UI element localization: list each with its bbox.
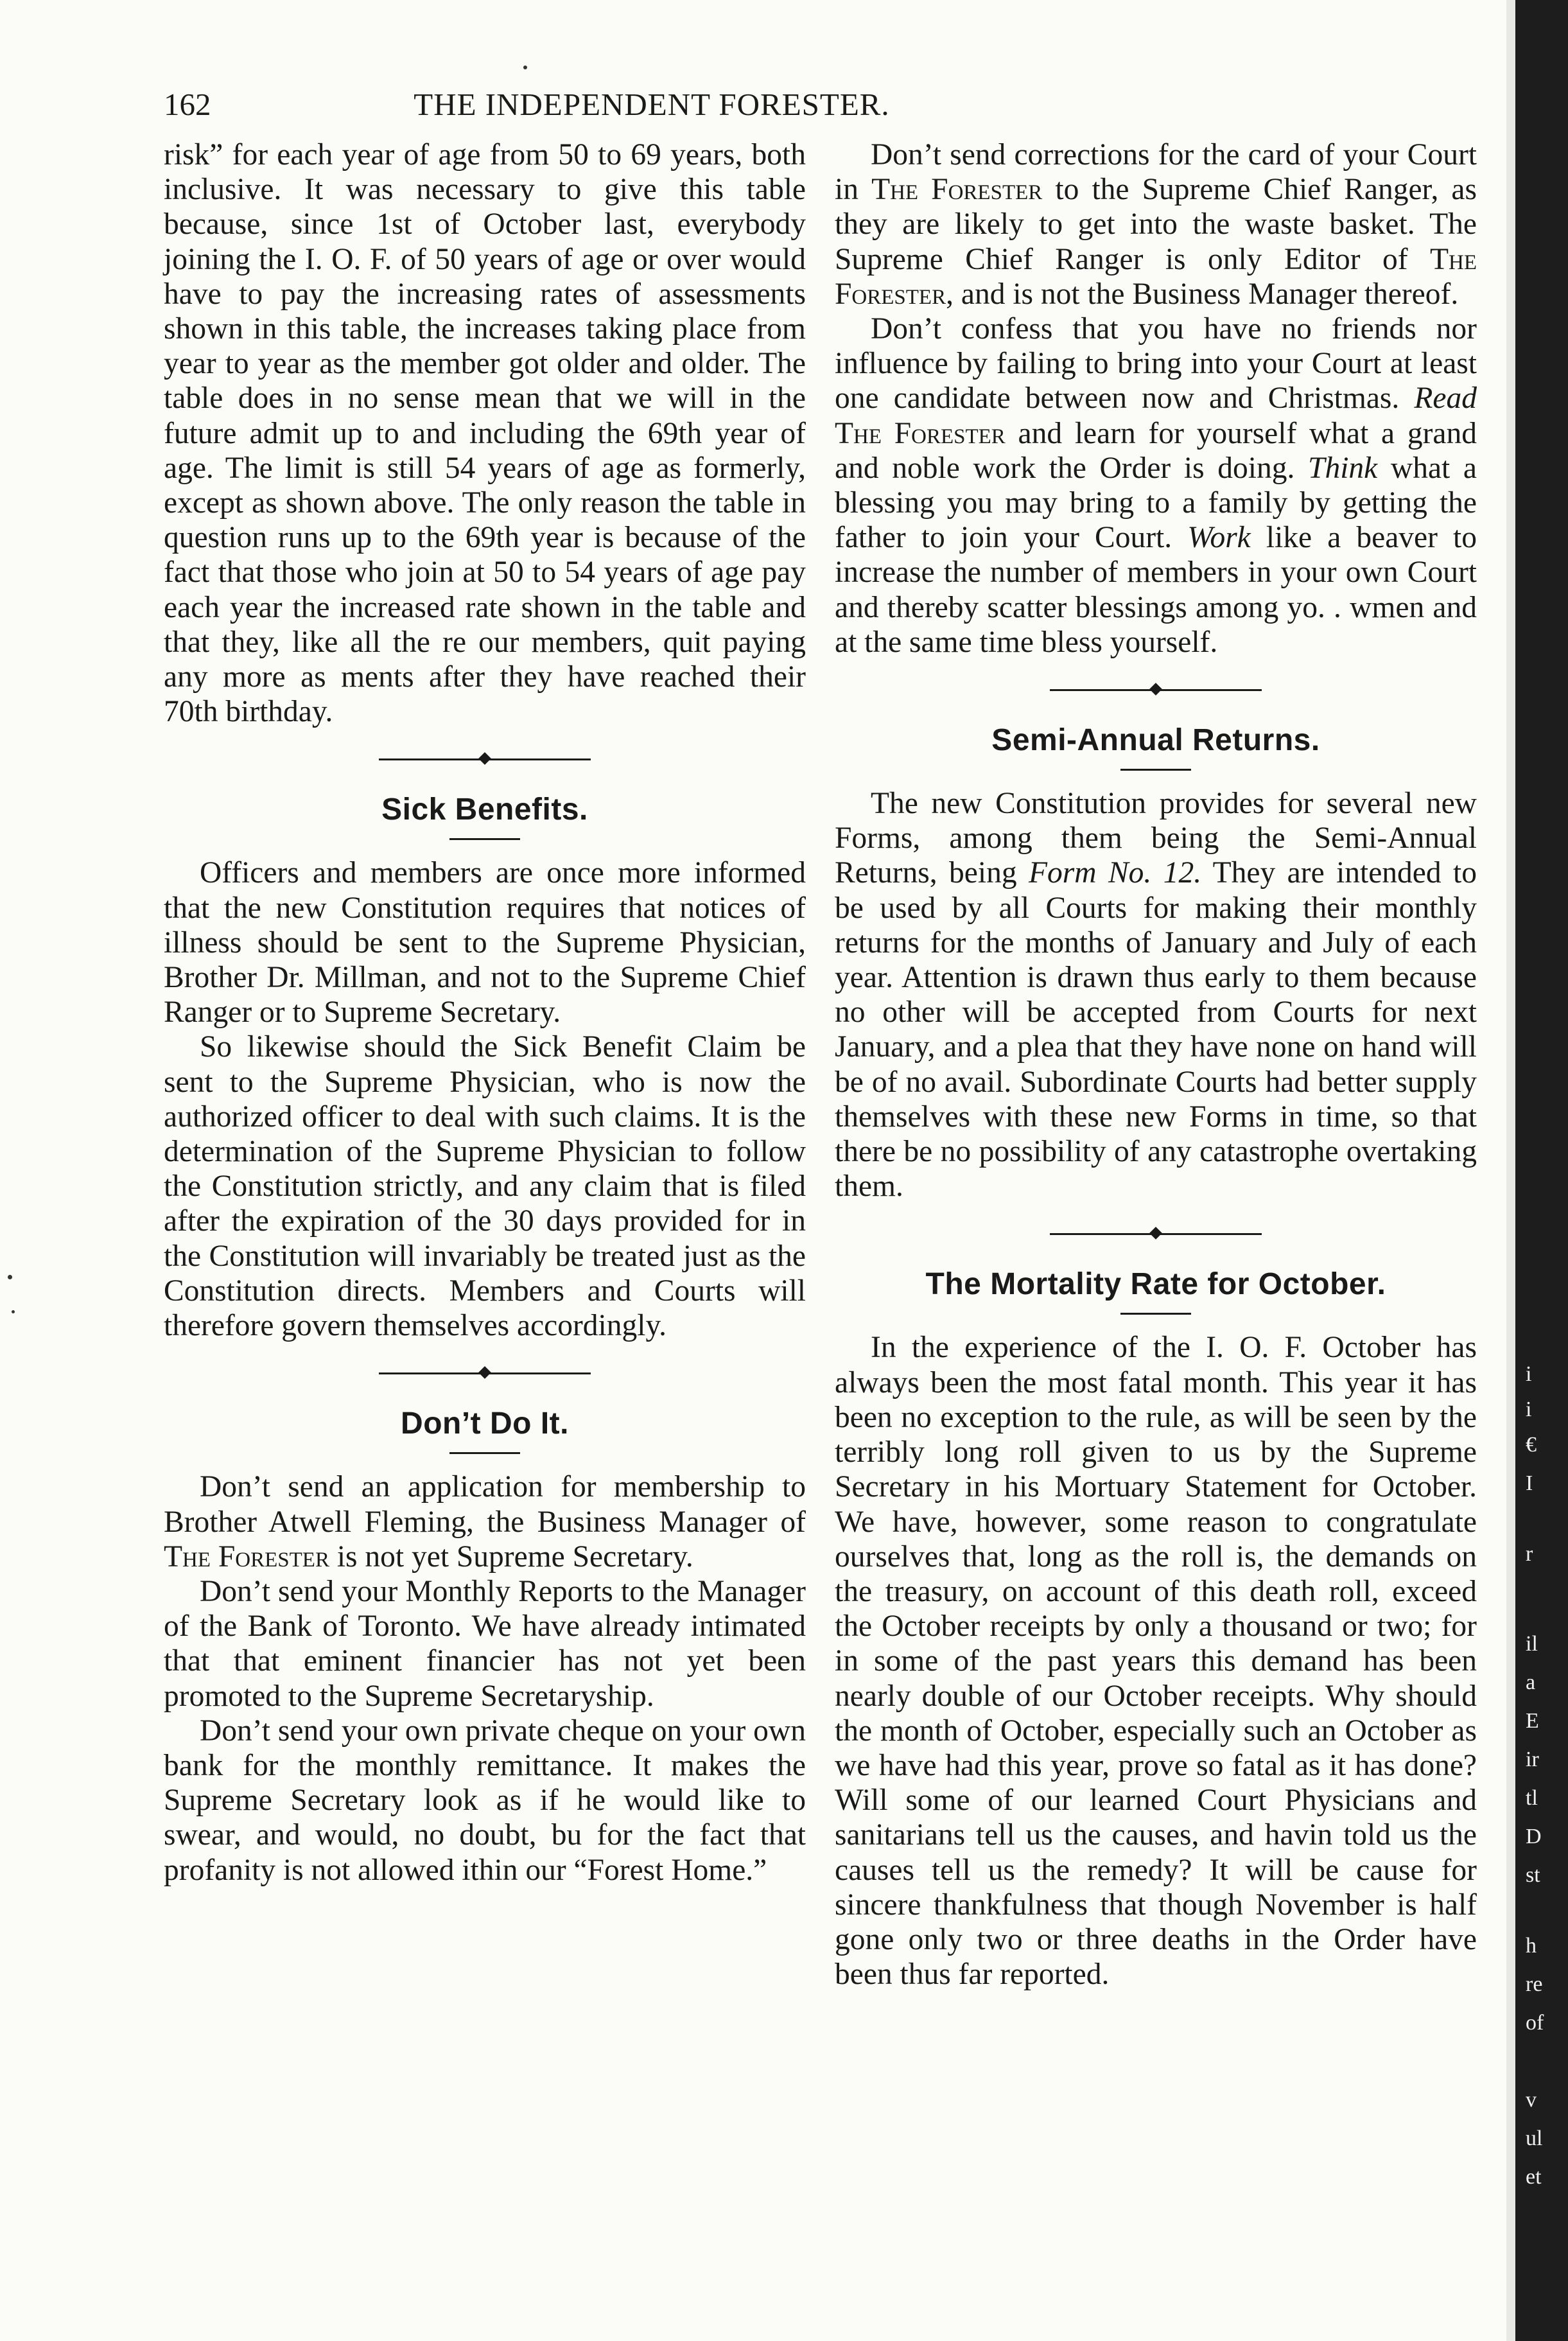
dont-do-it-paragraph-2: Don’t send your Monthly Reports to the Manager of the Bank of Toronto. We have already intimated that that eminent financier has not yet been promoted to the Supreme Secretaryship. (164, 1574, 806, 1713)
bleed-fragment: a (1526, 1670, 1536, 1694)
continuation-paragraph: risk” for each year of age from 50 to 69 years, both inclusive. It was necessary to give this table because, since 1st of October last, everybody joining the I. O. F. of 50 years of age or over would have to pay the increasing rates of assessments shown in this table, the increases taking place from year to year as the member got older and older. The table does in no sense mean that we will in the future admit up to and including the 69th year of age. The limit is still 54 years of age as formerly, except as shown above. The only reason the table in question runs up to the 69th year is because of the fact that those who join at 50 to 54 years of age pay each year the increased rate shown in the table and that they, like all the re our members, quit paying any more as ments after they have reached their 70th birthday. (164, 138, 806, 729)
bleed-fragment: re (1526, 1972, 1543, 1996)
scan-speck (523, 66, 527, 69)
sick-benefits-paragraph-2: So likewise should the Sick Benefit Claim be sent to the Supreme Physician, who is now the authorized officer to deal with such claims. It is the determination of the Supreme Physician to follow the Constitution strictly, and any claim that is filed after the expiration of the 30 days provided for in the Constitution will invariably be treated just as the Constitution directs. Members and Courts will therefore govern themselves accordingly. (164, 1030, 806, 1343)
heading-underline (449, 1452, 520, 1454)
bleed-fragment: € (1526, 1433, 1537, 1457)
diamond-ornament-icon (1149, 1227, 1162, 1240)
publication-name: The Forester (835, 416, 1006, 450)
bleed-fragment: il (1526, 1632, 1538, 1656)
right-column (835, 137, 1477, 1992)
heading-dont-do-it: Don’t Do It. (401, 1407, 569, 1441)
text-run: The new Constitution provides for several new Forms, among them being the Semi-Annual Returns, being (835, 787, 1477, 890)
dont-do-it-paragraph-3: Don’t send your own private cheque on your own bank for the monthly remittance. It makes the Supreme Secretary look as if he would like to swear, and would, no doubt, bu for the fact that profanity is not allowed ithin our “Forest Home.” (164, 1714, 806, 1887)
diamond-ornament-icon (478, 1366, 491, 1379)
scan-speck (12, 1310, 15, 1313)
diamond-ornament-icon (478, 753, 491, 766)
sick-benefits-paragraph-1: Officers and members are once more informed that the new Constitution requires that notices of illness should be sent to the Supreme Physician, Brother Dr. Millman, and not to the Supreme Chief Ranger or to Supreme Secretary. (164, 856, 806, 1030)
semi-annual-paragraph (835, 786, 1477, 1204)
heading-underline (1120, 769, 1191, 771)
confess-paragraph (835, 311, 1477, 660)
text-run: to the Supreme Chief Ranger, as they are likely to get into the waste basket. The Supreme Chief Ranger is only Editor of (835, 173, 1477, 276)
bleed-fragment: et (1526, 2165, 1542, 2189)
bleed-fragment: D (1526, 1825, 1542, 1848)
heading-mortality-rate: The Mortality Rate for October. (925, 1267, 1386, 1302)
text-run: Don’t send corrections for the card of your Court in (835, 138, 1477, 207)
scan-speck (8, 1275, 12, 1279)
text-run: what a blessing you may bring to a family by getting the father to join your Court. (835, 451, 1477, 555)
section-divider-ornament (835, 1204, 1477, 1252)
text-run: is not yet Supreme Secretary. (329, 1539, 693, 1574)
section-divider-ornament (164, 1343, 806, 1392)
bleed-fragment: i (1526, 1398, 1532, 1421)
heading-underline (1120, 1313, 1191, 1315)
bleed-fragment: i (1526, 1362, 1532, 1386)
section-divider-ornament (164, 729, 806, 778)
bleed-fragment: h (1526, 1934, 1537, 1958)
bleed-fragment: of (1526, 2011, 1544, 2035)
text-run: Don’t send an application for membership to Brother Atwell Fleming, the Business Manager of (164, 1470, 806, 1539)
bleed-fragment: ul (1526, 2126, 1543, 2150)
bleed-fragment: I (1526, 1471, 1533, 1495)
dont-do-it-paragraph-1 (164, 1469, 806, 1574)
emphasis-work: Work (1187, 521, 1251, 555)
bleed-fragment: v (1526, 2088, 1537, 2112)
page-number: 162 (164, 87, 211, 122)
corrections-paragraph (835, 137, 1477, 311)
form-reference: Form No. 12. (1029, 856, 1202, 890)
text-run: They are intended to be used by all Courts for making their monthly returns for the months of January and July of each year. Attention is drawn thus early to them because no other will be accepted from Courts for next January, and a plea that they have none on hand will be of no avail. Subordinate Courts had better supply themselves with these new Forms in time, so that there be no possibility of any catastrophe overtaking them. (835, 856, 1477, 1204)
heading-semi-annual-returns: Semi-Annual Returns. (991, 723, 1320, 758)
publication-name: The Forester (871, 173, 1043, 207)
emphasis-read: Read (1414, 381, 1477, 416)
mortality-paragraph: In the experience of the I. O. F. October has always been the most fatal month. This year it has been no exception to the rule, as will be seen by the terribly long roll given to us by the Supreme Secretary in his Mortuary Statement for October. We have, however, some reason to congratulate ourselves that, long as the roll is, the demands on the treasury, on account of this death roll, exceed the October receipts by only a thousand or two; for in some of the past years this demand has been nearly double of our October receipts. Why should the month of October, especially such an October as we have had this year, prove so fatal as it has done? Will some of our learned Court Physicians and sanitarians tell us the causes, and havin told us the causes tell us the remedy? It will be cause for sincere thankfulness that though November is half gone only two or three deaths in the Order have been thus far reported. (835, 1331, 1477, 1992)
bleed-fragment: tl (1526, 1786, 1538, 1810)
heading-underline (449, 838, 520, 840)
heading-sick-benefits: Sick Benefits. (381, 793, 588, 827)
text-run: and learn for yourself what a grand and noble work the Order is doing. (835, 416, 1477, 485)
publication-name: The Forester (164, 1539, 329, 1574)
page-gutter (1506, 0, 1515, 2341)
emphasis-think: Think (1308, 451, 1378, 485)
bleed-fragment: E (1526, 1709, 1539, 1733)
bleed-fragment: r (1526, 1542, 1533, 1566)
bleed-fragment: st (1526, 1863, 1540, 1887)
page-header (164, 82, 1140, 127)
publication-name: The Forester (835, 242, 1477, 311)
bleed-fragment: ir (1526, 1748, 1539, 1771)
left-column (164, 137, 806, 1888)
text-run: , and is not the Business Manager thereof. (946, 277, 1459, 311)
diamond-ornament-icon (1149, 683, 1162, 696)
text-run: like a beaver to increase the number of members in your own Court and thereby scatter blessings among yo. . wmen and at the same time bless yourself. (835, 521, 1477, 659)
section-divider-ornament (835, 660, 1477, 708)
text-run: Don’t confess that you have no friends nor influence by failing to bring into your Court at least one candidate between now and Christmas. (835, 312, 1477, 416)
running-title: THE INDEPENDENT FORESTER. (414, 87, 890, 122)
